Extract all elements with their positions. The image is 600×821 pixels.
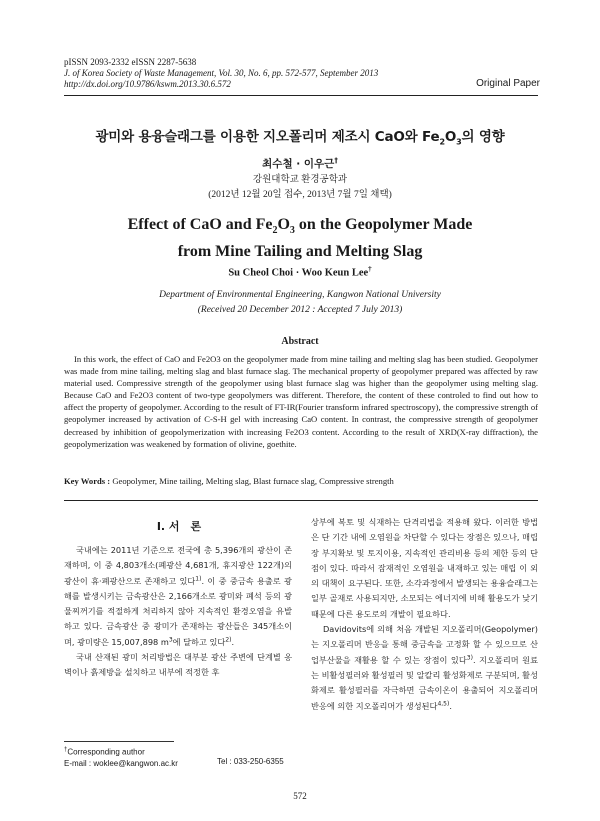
paragraph bbox=[64, 543, 292, 650]
title-subscript: 2 bbox=[439, 137, 445, 147]
english-authors bbox=[0, 265, 600, 279]
paragraph-text: 국내에는 2011년 기준으로 전국에 총 5,396개의 광산이 존재하며, 이 중 4,803개소(폐광산 4,681개, 휴지광산 122개)의 광산이 휴·폐광산으로 존재하고 있다 bbox=[64, 545, 292, 586]
abstract-heading: Abstract bbox=[281, 336, 319, 347]
english-title-line2: from Mine Tailing and Melting Slag bbox=[177, 243, 423, 261]
english-title-text: Effect of CaO and Fe bbox=[127, 216, 273, 233]
right-column bbox=[311, 515, 538, 714]
article-type-label: Original Paper bbox=[476, 78, 540, 89]
corresponding-mark: † bbox=[64, 747, 68, 753]
keywords-list: Geopolymer, Mine tailing, Melting slag, Blast furnace slag, Compressive strength bbox=[112, 476, 394, 486]
english-title-text: on the Geopolymer Made bbox=[294, 216, 473, 233]
left-column bbox=[64, 543, 292, 681]
footnote-label: Corresponding author bbox=[67, 747, 145, 757]
title-subscript: 2 bbox=[272, 225, 278, 237]
footnote bbox=[64, 745, 304, 769]
title-oxygen: O bbox=[444, 129, 457, 145]
issn-line: pISSN 2093-2332 eISSN 2287-5638 bbox=[64, 57, 197, 67]
paragraph-text: . bbox=[231, 636, 235, 647]
corresponding-mark: † bbox=[334, 156, 338, 165]
english-dates: (Received 20 December 2012 : Accepted 7 July 2013) bbox=[197, 305, 403, 315]
header-rule bbox=[64, 95, 538, 96]
journal-citation: J. of Korea Society of Waste Management, Vol. 30, No. 6, pp. 572-577, September 2013 bbox=[64, 68, 379, 78]
abstract-text: In this work, the effect of CaO and Fe2O3 on the geopolymer made from mine tailing and melting slag has been studied. Geopolymer was made from mine tailing, melting slag and blast furnace slag. The mechanical property of geopolymer prepared was affected by raw material used. Compressive strength of the geopolymer using blast furnace slag was higher than the geopolymer using melting slag. Because CaO and Fe2O3 content of two-type geopolymers was different. Therefore, the content of these controled to find out how to affect the property of geopolymer. According to the result of FT-IR(Fourier transform infrared spectroscopy), the compressive strength of geopolymer increased by activation of C-S-H gel with increasing CaO content. In contrast, the compressive strength of geopolymer decreased by inhibition of geopolymerization with increasing Fe2O3 content. According to the result of XRD(X-ray diffraction), the geopolymerization was weakened by formation of olivine, goethite. bbox=[64, 354, 538, 449]
korean-title-suffix: 의 영향 bbox=[461, 129, 505, 145]
page-number: 572 bbox=[293, 791, 307, 801]
title-subscript: 3 bbox=[456, 137, 462, 147]
citation-ref: 2) bbox=[225, 636, 232, 644]
corresponding-mark: † bbox=[368, 265, 372, 273]
korean-title-text: 광미와 용융슬래그를 이용한 지오폴리머 제조시 CaO와 Fe bbox=[95, 129, 440, 145]
paragraph-text: . 이 중 중금속 용출로 광해를 발생시키는 금속광산은 2,166개소로 광미와 폐석 등의 광물찌꺼기를 적절하게 처리하지 않아 지속적인 환경오염을 유발하고 있다. 금속광산 중 광미가 존재하는 광산들은 345개소이며, 광미량은 15,007,898 m bbox=[64, 575, 292, 647]
superscript: 3 bbox=[168, 636, 173, 644]
title-oxygen: O bbox=[277, 216, 290, 233]
paragraph-text: . 지오폴리머 원료는 비활성필러와 활성필러 및 알칼리 활성화제로 구분되며, 활성화제로 활성필러를 자극하면 금속이온이 용출되어 지오폴리머 반응에 의한 지오폴리머가 생성된다 bbox=[311, 654, 539, 711]
english-title bbox=[0, 214, 600, 262]
citation-ref: 4,5) bbox=[437, 699, 450, 707]
footnote-tel: Tel : 033-250-6355 bbox=[217, 757, 284, 766]
citation-ref: 1) bbox=[195, 574, 202, 582]
paragraph-text: . bbox=[449, 700, 452, 711]
korean-author-names: 최수철 · 이우근 bbox=[262, 158, 335, 170]
footnote-email[interactable]: E-mail : woklee@kangwon.ac.kr bbox=[64, 758, 178, 768]
abstract-rule bbox=[64, 500, 538, 501]
korean-authors bbox=[0, 156, 600, 171]
english-affiliation: Department of Environmental Engineering, Kangwon National University bbox=[159, 290, 441, 300]
paragraph-text: Davidovits에 의해 처음 개발된 지오폴리머(Geopolymer)는 지오폴리머 반응을 통해 중금속을 고정화 할 수 있으므로 산업부산물을 재활용 할 수 있는 장점이 있다 bbox=[311, 624, 538, 665]
paragraph: 국내 산재된 광미 처리방법은 대부분 광산 주변에 단계별 옹벽이나 흙제방을 설치하고 내부에 적정한 후 bbox=[64, 652, 292, 678]
korean-title bbox=[0, 125, 600, 147]
title-subscript: 3 bbox=[289, 225, 295, 237]
keywords-label: Key Words : bbox=[64, 476, 111, 486]
doi-link[interactable]: http://dx.doi.org/10.9786/kswm.2013.30.6.572 bbox=[64, 79, 231, 89]
english-author-names: Su Cheol Choi · Woo Keun Lee bbox=[228, 267, 369, 279]
paragraph-text: 에 달하고 있다 bbox=[172, 636, 226, 647]
paragraph bbox=[311, 622, 538, 714]
paragraph: 상부에 복토 및 식재하는 단격리법을 적용해 왔다. 이러한 방법은 단 기간 내에 오염원을 차단할 수 있다는 장점은 있으나, 매립장 부지확보 및 토지이용, 지속적인 관리비용 등의 제한 등의 단점이 있다. 따라서 잠재적인 오염원을 내재하고 있는 매립 이 외의 대책이 요구된다. 또한, 소각과정에서 발생되는 용융슬래그는 일부 골재로 사용되지만, 소모되는 에너지에 비해 활용도가 낮기 때문에 다른 용도로의 개발이 필요하다. bbox=[311, 517, 538, 619]
korean-affiliation: 강원대학교 환경공학과 bbox=[252, 175, 348, 185]
korean-dates: (2012년 12월 20일 접수, 2013년 7월 7일 채택) bbox=[208, 190, 392, 200]
citation-ref: 3) bbox=[466, 653, 473, 661]
journal-header bbox=[64, 57, 544, 90]
keywords bbox=[64, 476, 538, 486]
section-heading: I. 서 론 bbox=[156, 520, 202, 533]
footnote-rule bbox=[64, 741, 174, 742]
